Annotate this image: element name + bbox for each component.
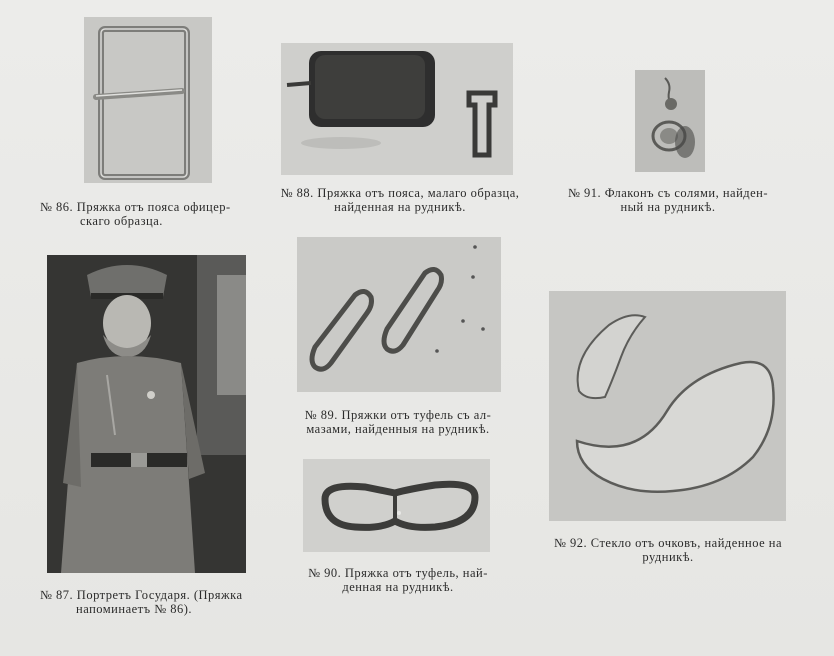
caption-line: № 90. Пряжка отъ туфель, най-	[308, 566, 488, 580]
caption-line: скаго образца.	[80, 214, 163, 228]
caption-line: напоминаетъ № 86).	[76, 602, 193, 616]
shoe-buckles-icon	[297, 237, 501, 392]
shoe-buckle-icon	[303, 459, 490, 552]
caption-line: № 86. Пряжка отъ пояса офицер-	[40, 200, 231, 214]
photo-spectacle-glass-92	[549, 291, 786, 521]
portrait-icon	[47, 255, 246, 573]
caption-88	[270, 186, 530, 214]
photo-salts-vial-91	[635, 70, 705, 172]
caption-line: № 92. Стекло отъ очковъ, найденное на	[553, 536, 783, 550]
caption-90	[278, 566, 518, 594]
caption-line: найденная на рудникѣ.	[334, 200, 466, 214]
vial-icon	[635, 70, 705, 172]
caption-line: мазами, найденныя на рудникѣ.	[306, 422, 490, 436]
caption-line: ный на рудникѣ.	[620, 200, 716, 214]
caption-91	[548, 186, 788, 214]
caption-line: № 87. Портретъ Государя. (Пряжка	[40, 588, 243, 602]
photo-small-buckle-88	[281, 43, 513, 175]
spectacle-glass-icon	[549, 291, 786, 521]
caption-line: № 88. Пряжка отъ пояса, малаго образца,	[280, 186, 520, 200]
photo-belt-buckle-86	[84, 17, 212, 183]
belt-buckle-icon	[84, 17, 212, 183]
photo-shoe-buckles-89	[297, 237, 501, 392]
caption-92	[528, 536, 808, 564]
caption-89	[278, 408, 518, 436]
caption-87	[40, 588, 280, 616]
caption-line: денная на рудникѣ.	[342, 580, 454, 594]
caption-line: рудникѣ.	[642, 550, 694, 564]
caption-86	[40, 200, 270, 228]
caption-line: № 91. Флаконъ съ солями, найден-	[567, 186, 769, 200]
photo-portrait-87	[47, 255, 246, 573]
caption-line: № 89. Пряжки отъ туфель съ ал-	[304, 408, 492, 422]
small-buckle-icon	[281, 43, 513, 175]
photo-shoe-buckle-90	[303, 459, 490, 552]
